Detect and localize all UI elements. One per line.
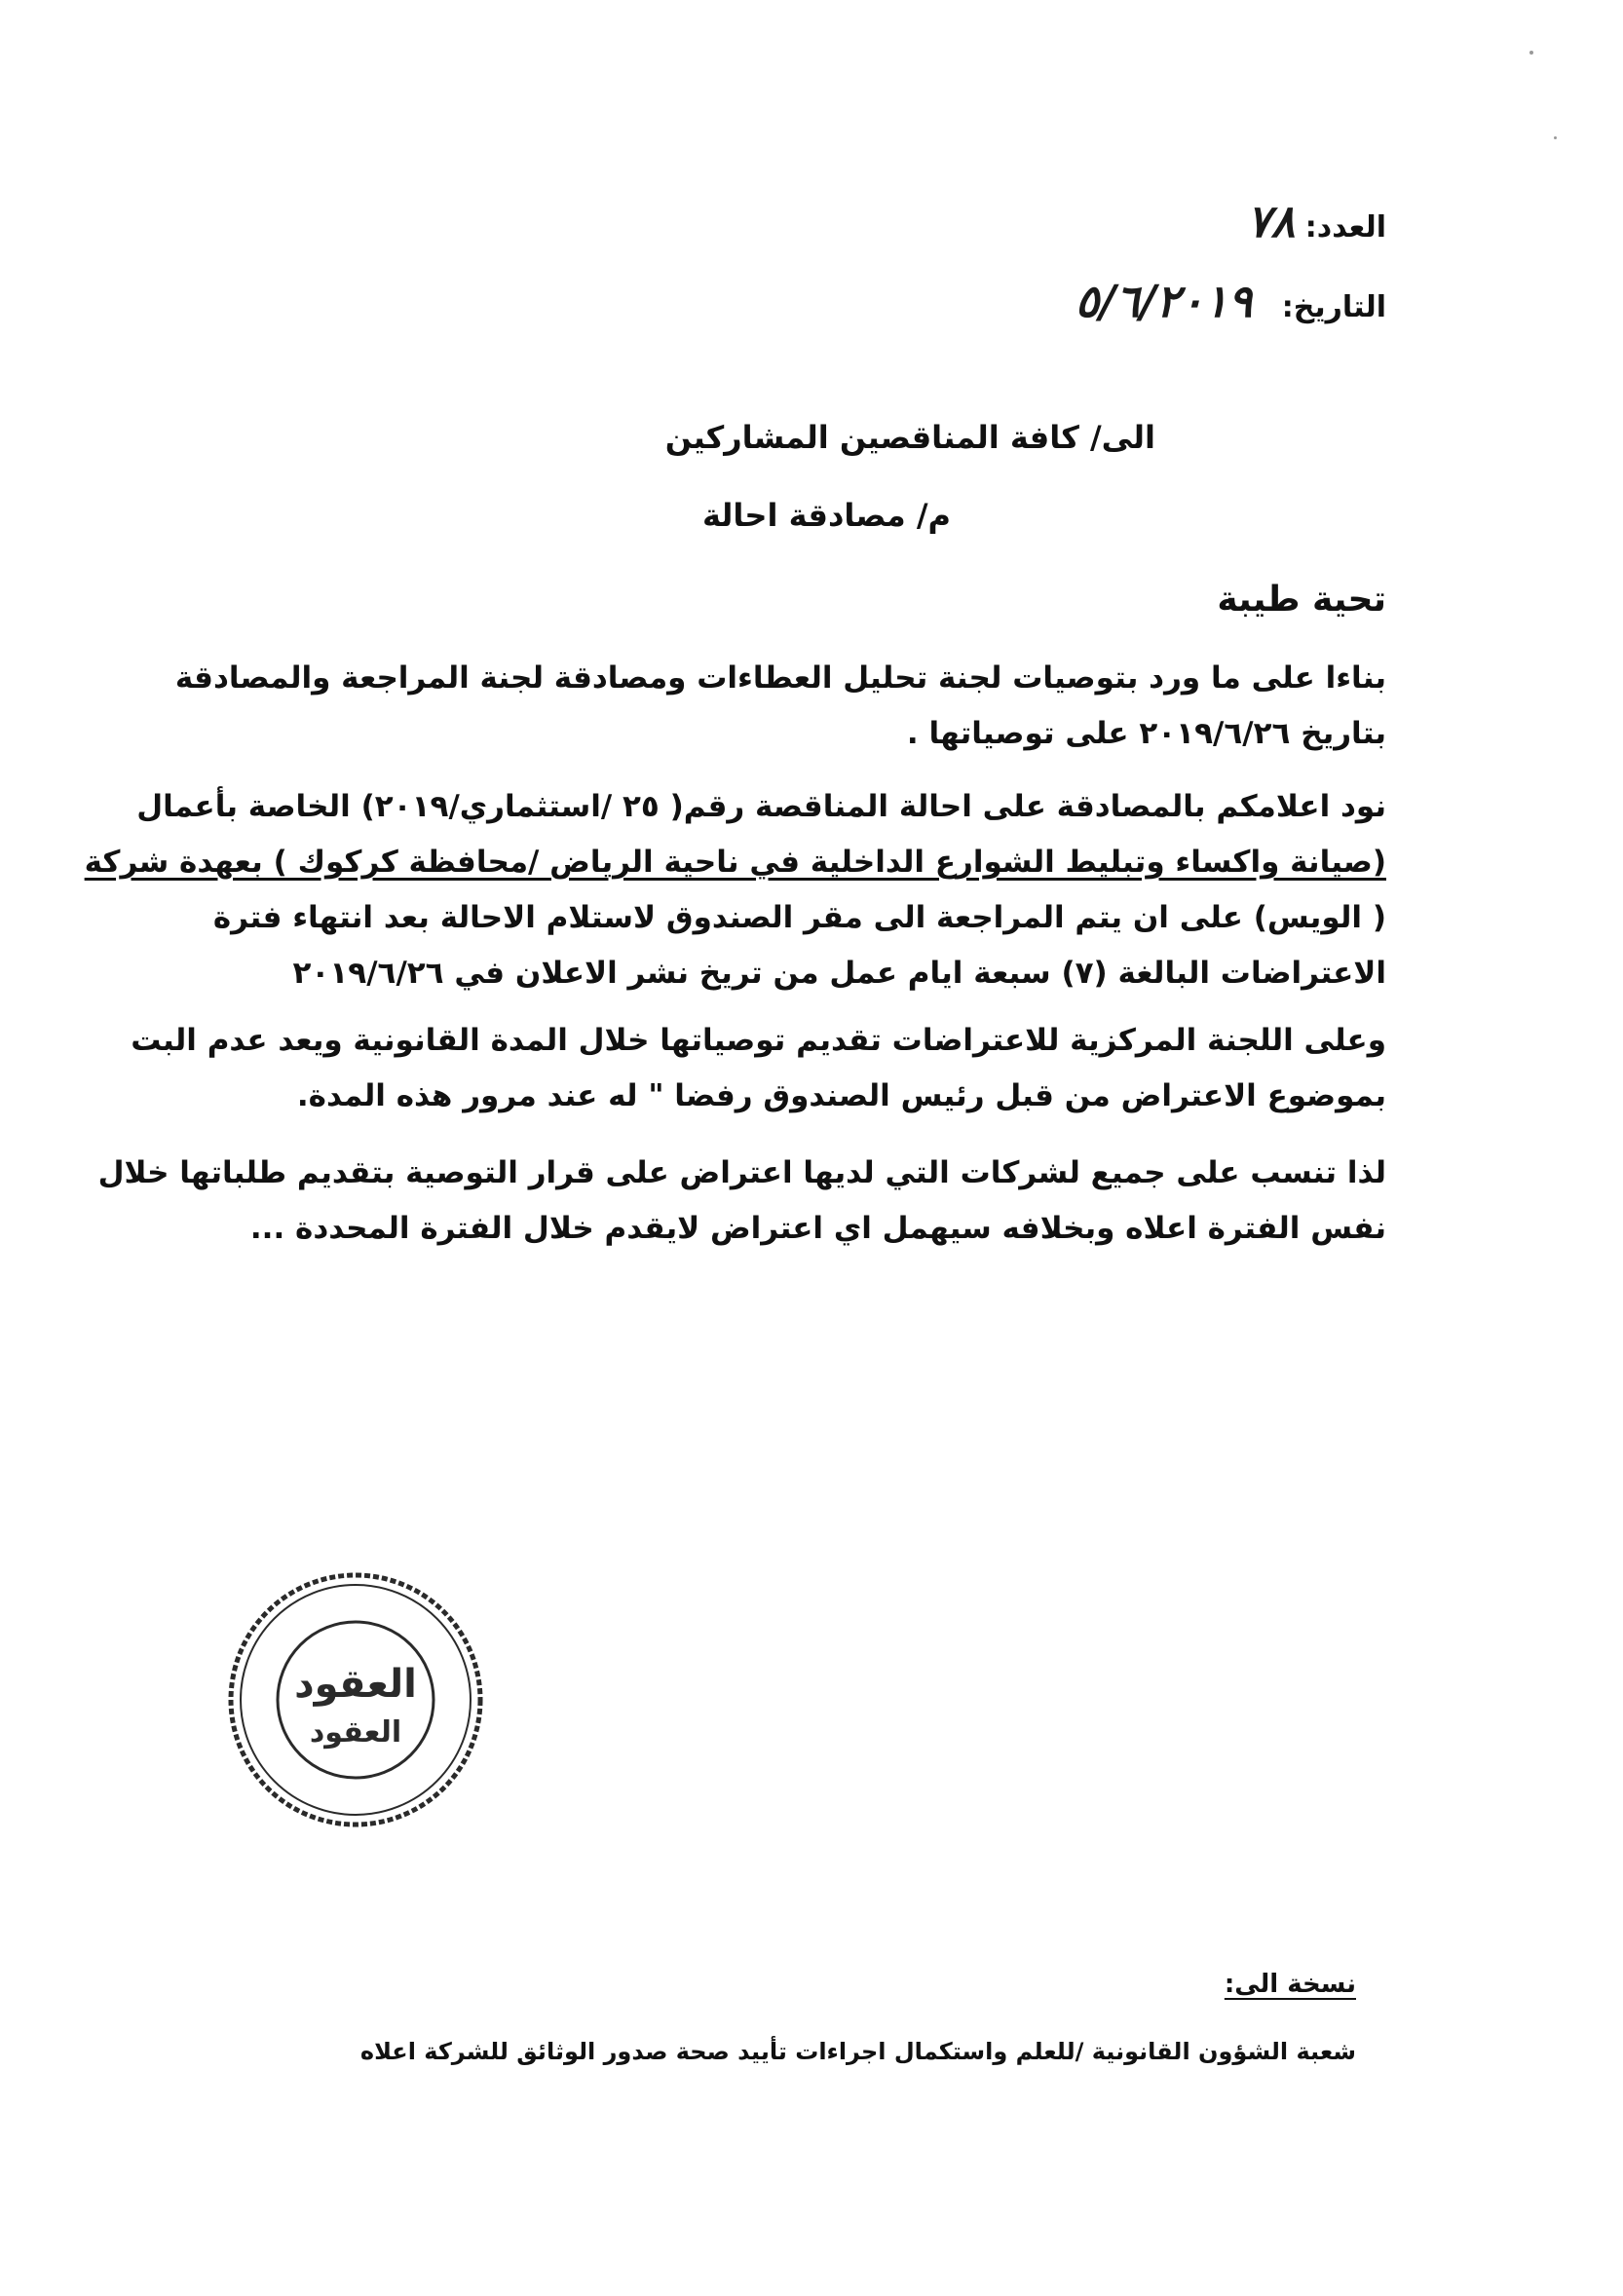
paragraph-3-line-2: بموضوع الاعتراض من قبل رئيس الصندوق رفضا " له عند مرور هذه المدة. bbox=[296, 1078, 1386, 1113]
paragraph-2-line-2: (صيانة واكساء وتبليط الشوارع الداخلية في ناحية الرياض /محافظة كركوك ) بعهدة شركة bbox=[84, 845, 1386, 880]
subject-line: م/ مصادقة احالة bbox=[701, 497, 951, 534]
paragraph-2-line-3: ( الويس) على ان يتم المراجعة الى مقر الصندوق لاستلام الاحالة بعد انتهاء فترة bbox=[212, 900, 1386, 935]
official-stamp bbox=[224, 1568, 487, 1831]
stamp-outer-text bbox=[224, 1568, 233, 1573]
copy-to-text: شعبة الشؤون القانونية /للعلم واستكمال اجراءات تأييد صحة صدور الوثائق للشركة اعلاه bbox=[359, 2038, 1356, 2065]
stamp-center-text: العقود bbox=[294, 1662, 417, 1707]
reference-number bbox=[1247, 195, 1386, 247]
paragraph-4-line-2: نفس الفترة اعلاه وبخلافه سيهمل اي اعتراض لايقدم خلال الفترة المحددة ... bbox=[249, 1211, 1386, 1246]
greeting: تحية طيبة bbox=[1217, 580, 1386, 620]
paragraph-4-line-1: لذا تنسب على جميع لشركات التي لديها اعتراض على قرار التوصية بتقديم طلباتها خلال bbox=[97, 1155, 1386, 1190]
paragraph-2-line-1: نود اعلامكم بالمصادقة على احالة المناقصة رقم( ٢٥ /استثماري/٢٠١٩) الخاصة بأعمال bbox=[136, 789, 1386, 824]
paragraph-1-line-2: بتاريخ ٢٠١٩/٦/٢٦ على توصياتها . bbox=[906, 716, 1386, 751]
stamp-seal-icon bbox=[224, 1568, 487, 1831]
copy-to-label: نسخة الى: bbox=[1224, 1970, 1356, 1999]
paragraph-3-line-1: وعلى اللجنة المركزية للاعتراضات تقديم توصياتها خلال المدة القانونية ويعد عدم البت bbox=[131, 1023, 1386, 1058]
paragraph-2-line-4: الاعتراضات البالغة (٧) سبعة ايام عمل من تريخ نشر الاعلان في ٢٠١٩/٦/٢٦ bbox=[292, 956, 1386, 991]
svg-text:صندوق اعادة اعمار المناطق المت bbox=[224, 1568, 233, 1573]
paragraph-3 bbox=[131, 1013, 1386, 1124]
paragraph-2 bbox=[84, 779, 1386, 1001]
number-handwritten: ٧٨ bbox=[1246, 195, 1296, 247]
stamp-center-text-2: العقود bbox=[309, 1715, 402, 1750]
date-label: التاريخ: bbox=[1281, 290, 1386, 324]
recipient-line: الى/ كافة المناقصين المشاركين bbox=[664, 419, 1155, 456]
paragraph-1 bbox=[174, 651, 1386, 762]
reference-date bbox=[1075, 275, 1386, 327]
scan-speck bbox=[1529, 51, 1533, 55]
date-handwritten: ٥/٦/٢٠١٩ bbox=[1075, 275, 1253, 327]
scan-speck bbox=[1554, 136, 1557, 139]
paragraph-4 bbox=[97, 1146, 1386, 1257]
paragraph-1-line-1: بناءا على ما ورد بتوصيات لجنة تحليل العطاءات ومصادقة لجنة المراجعة والمصادقة bbox=[174, 660, 1386, 696]
number-label: العدد: bbox=[1304, 210, 1386, 245]
